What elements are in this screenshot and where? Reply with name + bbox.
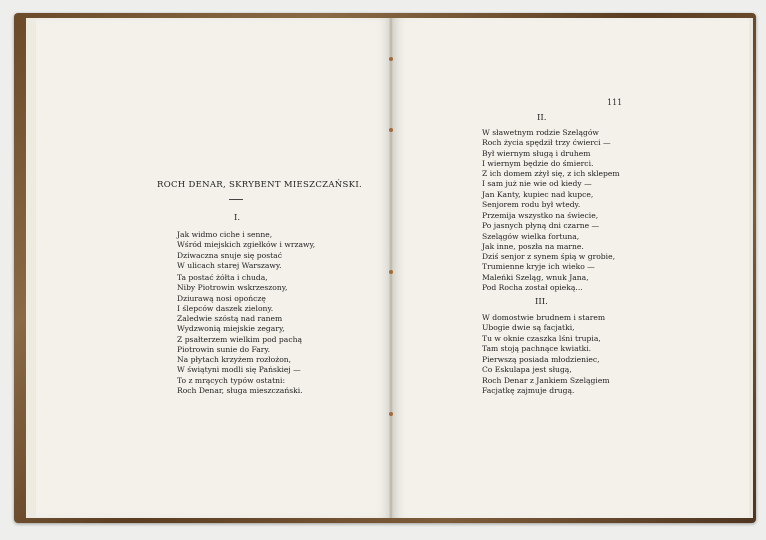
stanza (177, 230, 315, 271)
verse-line: To z mrących typów ostatni: (177, 375, 285, 385)
stanza (482, 313, 605, 354)
verse-line: I wiernym będzie do śmierci. (482, 158, 594, 168)
stanza (482, 128, 611, 169)
verse-line: Roch Denar z Jankiem Szelągiem (482, 375, 610, 385)
verse-line: Dziś senjor z synem śpią w grobie, (482, 252, 615, 261)
binding-thread (389, 128, 393, 132)
verse-line: Roch Denar, sługa mieszczański. (177, 385, 303, 395)
section-heading: I. (234, 213, 241, 223)
stanza (177, 314, 302, 355)
section-heading: III. (535, 297, 548, 307)
binding-thread (389, 57, 393, 61)
verse-line: W sławetnym rodzie Szelągów (482, 128, 599, 137)
verse-line: I sam już nie wie od kiedy — (482, 179, 592, 189)
binding-thread (389, 270, 393, 274)
stanza (482, 355, 610, 396)
book-gutter (389, 18, 393, 518)
verse-line: Po jasnych płyną dni czarne — (482, 221, 600, 231)
verse-line: Ta postać żółta i chuda, (177, 273, 268, 282)
verse-line: Jan Kanty, kupiec nad kupce, (482, 189, 594, 199)
page-number: 111 (607, 98, 623, 107)
verse-line: Był wiernym sługą i druhem (482, 148, 591, 158)
verse-line: Na płytach krzyżem rozłożon, (177, 355, 292, 364)
verse-line: Roch życia spędził trzy ćwierci — (482, 138, 611, 148)
verse-line: Senjorem rodu był wtedy. (482, 199, 581, 209)
verse-line: Zaledwie szóstą nad ranem (177, 314, 283, 323)
verse-line: Dziurawą nosi opończę (177, 293, 266, 303)
stanza (482, 252, 615, 293)
title-divider (229, 199, 243, 200)
verse-line: Z ich domem zżył się, z ich sklepem (482, 169, 620, 178)
verse-line: Jak widmo ciche i senne, (177, 230, 273, 239)
stanza (177, 273, 287, 314)
verse-line: Tu w oknie czaszka lśni trupia, (482, 333, 601, 343)
section-heading: II. (537, 113, 547, 123)
verse-line: W domostwie brudnem i starem (482, 313, 606, 322)
verse-line: Wydzwonią miejskie zegary, (177, 324, 285, 334)
binding-thread (389, 412, 393, 416)
verse-line: Pod Rocha został opieką... (482, 282, 583, 292)
verse-line: Maleńki Szeląg, wnuk Jana, (482, 272, 589, 282)
verse-line: W ulicach starej Warszawy. (177, 260, 282, 270)
stanza (482, 169, 620, 210)
verse-line: Przemija wszystko na świecie, (482, 211, 599, 220)
poem-title: ROCH DENAR, SKRYBENT MIESZCZAŃSKI. (157, 180, 362, 190)
verse-line: Jak inne, poszła na marne. (482, 241, 584, 251)
verse-line: Co Eskulapa jest sługą, (482, 365, 572, 375)
verse-line: Szelągów wielka fortuna, (482, 231, 580, 241)
verse-line: Niby Piotrowin wskrzeszony, (177, 283, 288, 293)
stanza (177, 355, 303, 396)
verse-line: Pierwszą posiada młodzieniec, (482, 355, 600, 364)
verse-line: Z psałterzem wielkim pod pachą (177, 334, 302, 344)
verse-line: Facjatkę zajmuje drugą. (482, 385, 575, 395)
stanza (482, 211, 599, 252)
verse-line: Piotrowin sunie do Fary. (177, 344, 271, 354)
verse-line: Dziwaczna snuje się postać (177, 250, 282, 260)
verse-line: W świątyni modli się Pańskiej — (177, 365, 301, 375)
verse-line: Ubogie dwie są facjatki, (482, 323, 575, 333)
verse-line: Trumienne kryje ich wieko — (482, 262, 595, 272)
verse-line: I ślepców daszek zielony. (177, 303, 274, 313)
verse-line: Tam stoją pachnące kwiatki. (482, 343, 592, 353)
verse-line: Wśród miejskich zgiełków i wrzawy, (177, 240, 316, 250)
